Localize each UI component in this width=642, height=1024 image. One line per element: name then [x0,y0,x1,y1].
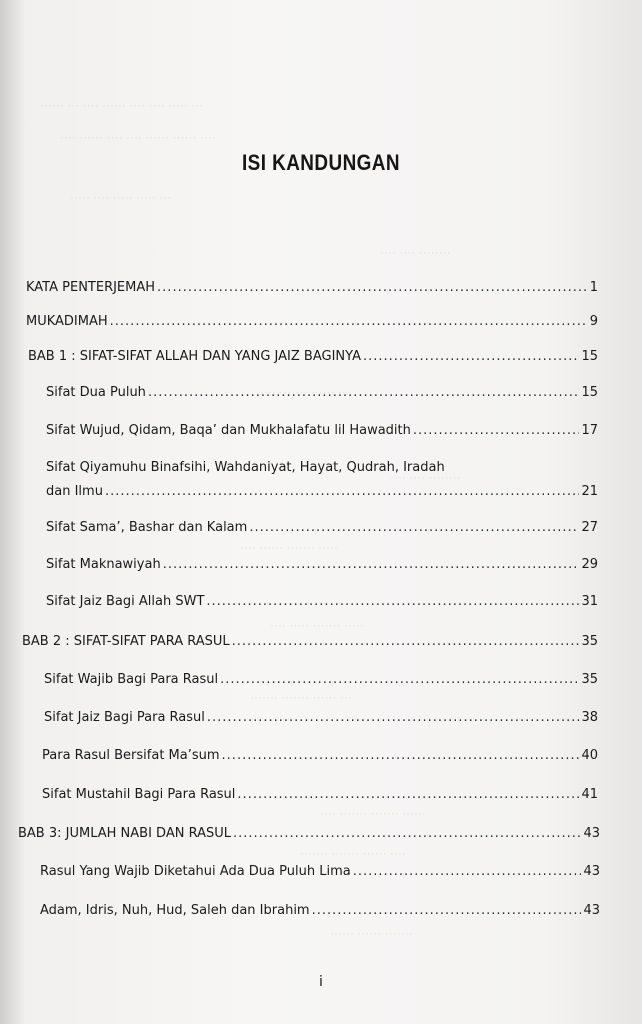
toc-entry[interactable] [26,280,598,296]
toc-chapter-entry[interactable] [28,349,598,365]
toc-entry-label: Sifat Sama’, Bashar dan Kalam [46,520,248,535]
page-title: ISI KANDUNGAN [241,150,400,175]
dot-leader [207,710,580,726]
toc-entry-label: Sifat Dua Puluh [46,385,146,400]
toc-entry-page: 38 [581,710,598,725]
dot-leader [363,349,579,365]
toc-entry-label: MUKADIMAH [26,314,108,329]
toc-entry[interactable] [26,314,598,330]
toc-entry-label: KATA PENTERJEMAH [26,280,156,295]
dot-leader [232,634,580,650]
toc-entry-page: 43 [583,903,600,918]
toc-entry-page: 17 [581,423,598,438]
dot-leader [220,672,579,688]
toc-entry-page: 31 [581,594,598,609]
toc-entry-page: 29 [581,557,598,572]
toc-entry-label: Rasul Yang Wajib Diketahui Ada Dua Puluh Lima [40,864,351,879]
toc-entry[interactable] [42,787,598,803]
toc-entry-page: 43 [583,864,600,879]
toc-entry[interactable] [46,385,598,401]
toc-entry[interactable] [46,423,598,439]
bleed-through-background: ··· ····· ···· ···· ······ ···· ··· ······ ···· ······ ······ ···· ···· ······ ···· ··· ····· ····· ···· ····· ········ ···· ···· ··· ······ ······· ···· ········ ···· ···· ····· ······· ······ ···· ····· ······· ····· ···· ··· ······ ······· ······· ······ ······· ······· ···· ···· ······ ······· ······· ······· ······ ······ [40,98,461,940]
toc-entry[interactable] [44,672,598,688]
toc-entry[interactable] [44,710,598,726]
dot-leader [237,787,579,803]
toc-entry-label: Sifat Jaiz Bagi Allah SWT [46,594,205,609]
dot-leader [157,280,588,296]
toc-entry-label: BAB 1 : SIFAT-SIFAT ALLAH DAN YANG JAIZ BAGINYA [28,349,361,364]
toc-entry-label: Adam, Idris, Nuh, Hud, Saleh dan Ibrahim [40,903,310,918]
dot-leader [110,314,588,330]
toc-entry[interactable] [46,520,598,536]
dot-leader [163,557,580,573]
toc-entry-page: 21 [581,484,598,499]
toc-entry[interactable] [40,864,600,880]
dot-leader [148,385,580,401]
dot-leader [206,594,579,610]
toc-entry-page: 41 [581,787,598,802]
dot-leader [312,903,582,919]
toc-entry-page: 15 [581,349,598,364]
dot-leader [233,826,581,842]
toc-entry-page: 1 [589,280,598,295]
dot-leader [105,484,580,500]
toc-entry-label: Sifat Mustahil Bagi Para Rasul [42,787,236,802]
page-number: i [319,974,323,990]
toc-entry-page: 27 [581,520,598,535]
toc-entry-page: 15 [581,385,598,400]
toc-entry-page: 43 [583,826,600,841]
toc-entry-label-line1: Sifat Qiyamuhu Binafsihi, Wahdaniyat, Hayat, Qudrah, Iradah [46,460,445,475]
toc-entry[interactable] [40,903,600,919]
dot-leader [249,520,579,536]
toc-entry-page: 35 [581,672,598,687]
toc-chapter-entry[interactable] [22,634,598,650]
toc-entry-label: Sifat Wujud, Qidam, Baqa’ dan Mukhalafatu lil Hawadith [46,423,411,438]
dot-leader [413,423,580,439]
dot-leader [222,748,580,764]
toc-entry[interactable] [46,484,598,500]
toc-entry-label: BAB 2 : SIFAT-SIFAT PARA RASUL [22,634,230,649]
toc-entry-label: Sifat Maknawiyah [46,557,161,572]
toc-entry-label: dan Ilmu [46,484,103,499]
toc-entry-label: Para Rasul Bersifat Ma’sum [42,748,220,763]
toc-chapter-entry[interactable] [18,826,600,842]
toc-entry[interactable] [42,748,598,764]
dot-leader [353,864,582,880]
toc-entry-label: BAB 3: JUMLAH NABI DAN RASUL [18,826,231,841]
toc-entry-page: 9 [589,314,598,329]
toc-entry-page: 35 [581,634,598,649]
toc-entry[interactable] [46,557,598,573]
toc-entry-label: Sifat Wajib Bagi Para Rasul [44,672,219,687]
toc-entry-page: 40 [581,748,598,763]
toc-entry-label: Sifat Jaiz Bagi Para Rasul [44,710,205,725]
toc-entry[interactable] [46,594,598,610]
